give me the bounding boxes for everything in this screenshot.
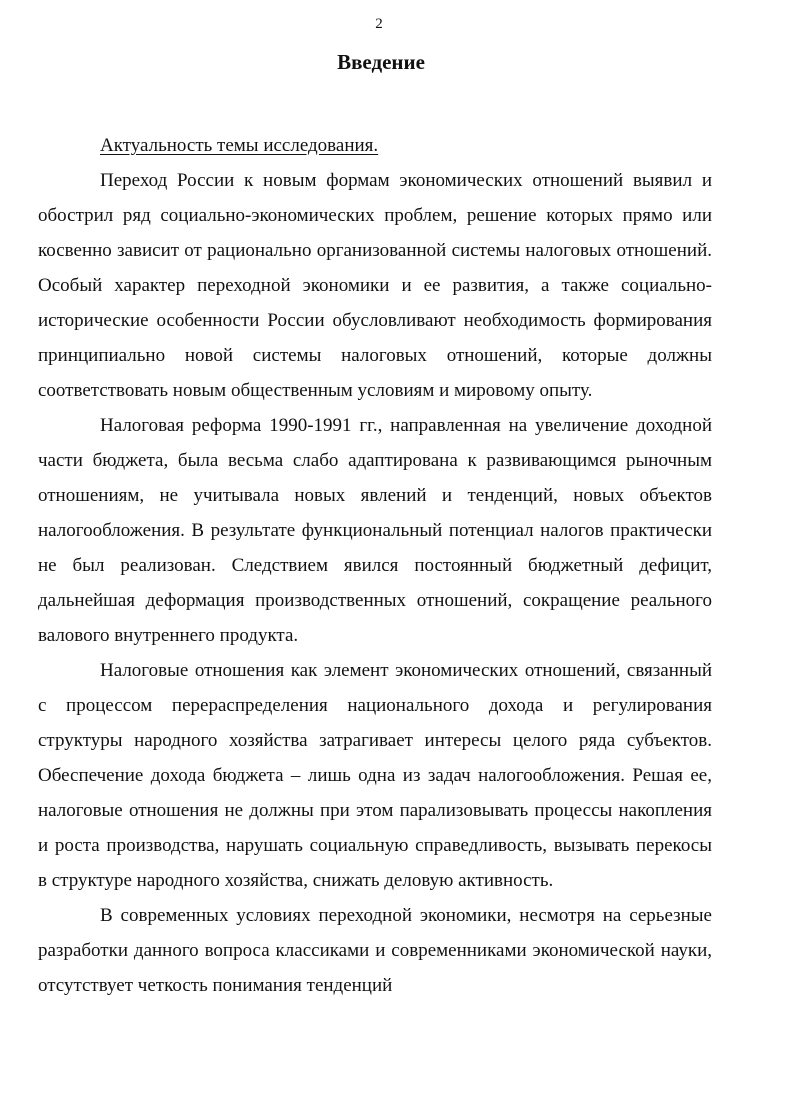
- page-title: Введение: [337, 50, 425, 74]
- page-number: 2: [375, 16, 383, 32]
- paragraph: В современных условиях переходной экономики, несмотря на серьезные разработки данного вопроса классиками и современниками экономической науки, отсутствует четкость понимания тенденций: [38, 905, 712, 996]
- paragraph: Налоговые отношения как элемент экономических отношений, связанный с процессом перераспределения национального дохода и регулирования структуры народного хозяйства затрагивает интересы целого ряда субъектов. Обеспечение дохода бюджета – лишь одна из задач налогообложения. Решая ее, налоговые отношения не должны при этом парализовывать процессы накопления и роста производства, нарушать социальную справедливость, вызывать перекосы в структуре народного хозяйства, снижать деловую активность.: [38, 660, 712, 891]
- document-body: [38, 128, 712, 1003]
- paragraph: Налоговая реформа 1990-1991 гг., направленная на увеличение доходной части бюджета, была весьма слабо адаптирована к развивающимся рыночным отношениям, не учитывала новых явлений и тенденций, новых объектов налогообложения. В результате функциональный потенциал налогов практически не был реализован. Следствием явился постоянный бюджетный дефицит, дальнейшая деформация производственных отношений, сокращение реального валового внутреннего продукта.: [38, 415, 712, 646]
- section-subheading: Актуальность темы исследования.: [100, 135, 379, 156]
- paragraph: Переход России к новым формам экономических отношений выявил и обострил ряд социально-экономических проблем, решение которых прямо или косвенно зависит от рационально организованной системы налоговых отношений. Особый характер переходной экономики и ее развития, а также социально-исторические особенности России обусловливают необходимость формирования принципиально новой системы налоговых отношений, которые должны соответствовать новым общественным условиям и мировому опыту.: [38, 170, 712, 401]
